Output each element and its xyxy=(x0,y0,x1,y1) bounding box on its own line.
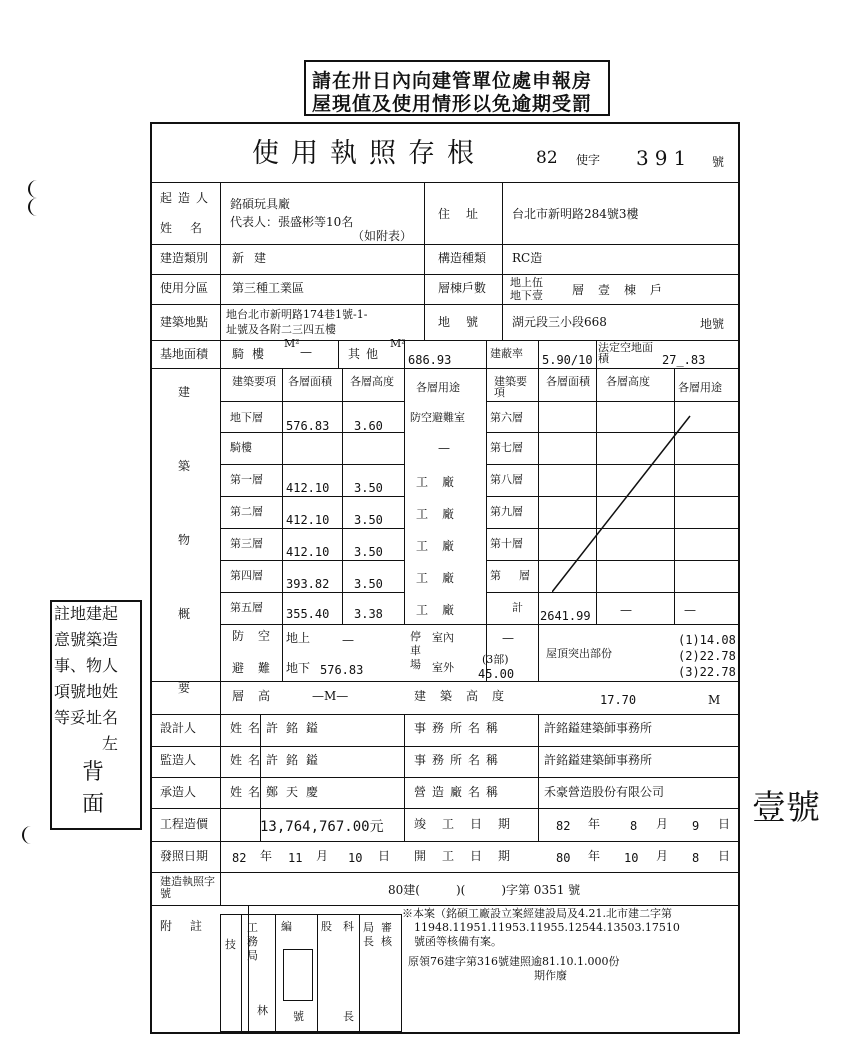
address-value: 台北市新明路284號3樓 xyxy=(512,207,639,221)
supervisor-name: 許銘鎰 xyxy=(266,753,327,767)
use-header: 各層用途 xyxy=(416,381,460,394)
contractor-office-label: 營造廠名稱 xyxy=(414,785,505,799)
floor-height: 3.50 xyxy=(354,513,383,527)
designer-office: 許銘鎰建築師事務所 xyxy=(544,721,653,735)
floor-area: 576.83 xyxy=(286,419,330,433)
floor-name: 第一層 xyxy=(230,473,263,486)
left-note-5: 等妥址名 xyxy=(54,708,119,727)
permit-label: 建造執照字號 xyxy=(160,875,215,900)
height-header: 各層高度 xyxy=(350,375,394,388)
lot-label: 地號 xyxy=(438,315,495,329)
zoning-value: 第三種工業區 xyxy=(232,281,305,295)
shelter-label-1: 防空 xyxy=(232,629,285,643)
structure-label: 構造種類 xyxy=(438,251,487,265)
arcade-value: — xyxy=(300,345,312,359)
floor-use: — xyxy=(438,441,450,455)
notes-label: 附註 xyxy=(160,919,221,933)
parking-label: 停車場 xyxy=(410,630,421,671)
floor-use: 工廠 xyxy=(416,475,469,489)
legal-area-value: 27_.83 xyxy=(662,353,706,367)
left-note-2: 意號築造 xyxy=(54,630,119,649)
floor-height: 3.60 xyxy=(354,419,383,433)
other-label: 其他 xyxy=(348,347,385,361)
license-suffix: 號 xyxy=(712,155,725,169)
contractor-name: 鄭天慶 xyxy=(266,785,327,799)
cost-value: 13,764,767.00元 xyxy=(260,819,384,835)
floor-height: 3.38 xyxy=(354,607,383,621)
site-area-unit-1: M² xyxy=(284,337,300,350)
building-height-value: 17.70 xyxy=(600,693,637,707)
floor-height: 3.50 xyxy=(354,545,383,559)
site-area-unit-2: M² xyxy=(390,337,406,350)
cost-label: 工程造價 xyxy=(160,817,209,831)
scratch-mark xyxy=(28,180,44,198)
group-label-4: 概 xyxy=(178,607,191,621)
sign-c2: 工務局 xyxy=(247,921,258,962)
left-note-3: 事、物人 xyxy=(54,656,119,675)
note-4: 原領76建字第316號建照逾81.10.1.000份 xyxy=(408,955,620,968)
scratch-mark xyxy=(22,826,38,844)
height-header-r: 各層高度 xyxy=(606,375,650,388)
sign-c6: 長 xyxy=(343,1010,354,1023)
left-note-7: 背 xyxy=(82,760,105,785)
sign-c1: 技 xyxy=(225,938,236,951)
height-row-value: —M— xyxy=(312,689,349,703)
left-note-8: 面 xyxy=(82,792,105,817)
floors-line-1: 地上伍 xyxy=(510,276,543,289)
notice-stamp xyxy=(304,60,610,116)
designer-name: 許銘鎰 xyxy=(266,721,327,735)
done-year-unit: 年 xyxy=(588,817,601,831)
parking-outdoor-count: (3部) xyxy=(482,653,509,666)
notice-line-2: 屋現值及使用情形以免逾期受罰 xyxy=(312,93,593,115)
note-1: ※本案（銘碩工廠設立案經建設局及4.21.北市建二字第 xyxy=(402,907,672,920)
floor-use: 工廠 xyxy=(416,507,469,521)
sign-c5: 科 xyxy=(343,920,354,933)
done-month-unit: 月 xyxy=(656,817,669,831)
contractor-office: 禾豪營造股份有限公司 xyxy=(544,785,665,799)
floor-area: 393.82 xyxy=(286,577,330,591)
contractor-name-label: 姓名 xyxy=(230,785,267,799)
start-day-unit: 日 xyxy=(718,849,731,863)
legal-area-label: 法定空地面積 xyxy=(598,341,653,365)
floor-name-r: 第十層 xyxy=(490,537,523,550)
floor-area: 412.10 xyxy=(286,513,330,527)
structure-value: RC造 xyxy=(512,251,543,265)
group-label-3: 物 xyxy=(178,533,191,547)
note-2: 11948.11951.11953.11955.12544.13503.17510 xyxy=(414,921,680,934)
scratch-mark xyxy=(28,198,44,216)
start-label: 開工日期 xyxy=(414,849,527,863)
start-year-unit: 年 xyxy=(588,849,601,863)
total-area: 2641.99 xyxy=(540,609,591,623)
done-month: 8 xyxy=(630,819,638,833)
signature-grid: 技 工務局 林 編 號 股 科 長 局長 審核 xyxy=(220,914,402,1032)
total-height: — xyxy=(620,603,632,617)
designer-label: 設計人 xyxy=(160,721,197,735)
floor-name: 第三層 xyxy=(230,537,263,550)
note-3: 號函等核備有案。 xyxy=(414,935,502,948)
left-note-1: 註地建起 xyxy=(54,604,119,623)
floor-name-r: 第九層 xyxy=(490,505,523,518)
supervisor-office: 許銘鎰建築師事務所 xyxy=(544,753,653,767)
issue-month: 11 xyxy=(288,851,303,865)
floor-name: 騎樓 xyxy=(230,441,252,454)
designer-office-label: 事務所名稱 xyxy=(414,721,505,735)
shelter-below-value: 576.83 xyxy=(320,663,364,677)
issue-day: 10 xyxy=(348,851,363,865)
applicant-attach: （如附表） xyxy=(352,229,413,243)
issue-label: 發照日期 xyxy=(160,849,209,863)
sign-c4: 股 xyxy=(321,920,332,933)
done-day-unit: 日 xyxy=(718,817,731,831)
rooftop-label: 屋頂突出部份 xyxy=(546,647,612,660)
sign-c7: 局長 xyxy=(363,921,374,948)
building-height-label: 建築高度 xyxy=(414,689,519,703)
rooftop-2: (2)22.78 xyxy=(678,649,736,663)
rooftop-3: (3)22.78 xyxy=(678,665,736,679)
floor-area: 412.10 xyxy=(286,545,330,559)
use-header-r: 各層用途 xyxy=(678,381,722,394)
issue-day-unit: 日 xyxy=(378,849,391,863)
group-label-1: 建 xyxy=(178,385,191,399)
seal-stamp xyxy=(283,949,313,1001)
left-note-4: 項號地姓 xyxy=(54,682,119,701)
site-line-2: 址號及各附二三四五樓 xyxy=(226,323,336,336)
address-label: 住址 xyxy=(438,207,495,221)
arcade-label: 騎樓 xyxy=(232,347,273,361)
floor-name-r: 第七層 xyxy=(490,441,523,454)
contractor-label: 承造人 xyxy=(160,785,197,799)
parking-indoor-label: 室內 xyxy=(432,631,454,644)
item-header-r: 建築要項 xyxy=(494,375,527,399)
start-day: 8 xyxy=(692,851,700,865)
floor-name-r: 第八層 xyxy=(490,473,523,486)
supervisor-office-label: 事務所名稱 xyxy=(414,753,505,767)
issue-month-unit: 月 xyxy=(316,849,329,863)
height-row-label: 層高 xyxy=(232,689,285,703)
shelter-below-label: 地下 xyxy=(286,661,311,675)
done-year: 82 xyxy=(556,819,571,833)
floor-use: 工廠 xyxy=(416,571,469,585)
site-line-1: 地台北市新明路174巷1號-1- xyxy=(226,308,368,321)
start-month-unit: 月 xyxy=(656,849,669,863)
floor-name-r: 計 xyxy=(512,601,523,614)
floor-use: 工廠 xyxy=(416,539,469,553)
void-slash xyxy=(552,414,692,594)
left-note-6: 左 xyxy=(102,734,119,753)
sign-c3: 編 xyxy=(281,920,292,933)
floors-label: 層棟戶數 xyxy=(438,281,487,295)
parking-outdoor-value: 45.00 xyxy=(478,667,515,681)
floor-use: 防空避難室 xyxy=(410,411,465,424)
license-word: 使字 xyxy=(576,153,601,167)
form-title: 使用執照存根 xyxy=(252,138,486,169)
left-note-box xyxy=(50,600,142,830)
shelter-above-value: — xyxy=(342,633,354,647)
building-height-unit: M xyxy=(708,693,721,707)
parking-indoor-value: — xyxy=(502,631,514,645)
floor-name: 地下層 xyxy=(230,411,263,424)
supervisor-label: 監造人 xyxy=(160,753,197,767)
start-year: 80 xyxy=(556,851,571,865)
supervisor-name-label: 姓名 xyxy=(230,753,267,767)
start-month: 10 xyxy=(624,851,639,865)
total-use: — xyxy=(684,603,696,617)
floor-height: 3.50 xyxy=(354,481,383,495)
applicant-label-2: 姓名 xyxy=(160,221,221,235)
floor-use: 工廠 xyxy=(416,603,469,617)
floor-name: 第五層 xyxy=(230,601,263,614)
right-fragment: 壹號 xyxy=(752,788,820,828)
issue-year-unit: 年 xyxy=(260,849,273,863)
build-category-value: 新建 xyxy=(232,251,277,265)
shelter-above-label: 地上 xyxy=(286,631,311,645)
site-area-label: 基地面積 xyxy=(160,347,209,361)
applicant-rep: 代表人：張盛彬等10名 xyxy=(230,215,354,229)
floor-height: 3.50 xyxy=(354,577,383,591)
item-header: 建築要項 xyxy=(232,375,276,388)
group-label-5: 要 xyxy=(178,681,191,695)
issue-year: 82 xyxy=(232,851,247,865)
done-day: 9 xyxy=(692,819,700,833)
note-5: 期作廢 xyxy=(534,969,567,982)
permit-value: 80建( )( )字第 0351 號 xyxy=(388,883,581,897)
floor-name-r: 第六層 xyxy=(490,411,523,424)
license-year: 82 xyxy=(536,148,558,168)
floor-name: 第二層 xyxy=(230,505,263,518)
floor-area: 412.10 xyxy=(286,481,330,495)
license-number: 391 xyxy=(636,146,693,170)
floors-value: 層壹棟戶 xyxy=(572,283,677,297)
build-category-label: 建造類別 xyxy=(160,251,209,265)
rooftop-1: (1)14.08 xyxy=(678,633,736,647)
coverage-value: 5.90/10 xyxy=(542,353,593,367)
done-label: 竣工日期 xyxy=(414,817,527,831)
parking-outdoor-label: 室外 xyxy=(432,661,454,674)
lot-value: 湖元段三小段668 xyxy=(512,315,607,329)
coverage-label: 建蔽率 xyxy=(490,347,523,360)
other-value: 686.93 xyxy=(408,353,452,367)
applicant-name: 銘碩玩具廠 xyxy=(230,197,291,211)
sign-c8: 審核 xyxy=(381,921,392,948)
group-label-2: 築 xyxy=(178,459,191,473)
zoning-label: 使用分區 xyxy=(160,281,209,295)
area-header-r: 各層面積 xyxy=(546,375,590,388)
usage-license-stub xyxy=(150,122,740,1034)
floor-name: 第四層 xyxy=(230,569,263,582)
floor-name-r: 第層 xyxy=(490,569,548,582)
area-header: 各層面積 xyxy=(288,375,332,388)
site-label: 建築地點 xyxy=(160,315,209,329)
applicant-label-1: 起造人 xyxy=(160,191,215,205)
floor-area: 355.40 xyxy=(286,607,330,621)
lot-suffix: 地號 xyxy=(700,317,725,331)
floors-line-2: 地下壹 xyxy=(510,289,543,302)
notice-line-1: 請在卅日內向建管單位處申報房 xyxy=(312,70,593,92)
shelter-label-2: 避難 xyxy=(232,661,285,675)
designer-name-label: 姓名 xyxy=(230,721,267,735)
